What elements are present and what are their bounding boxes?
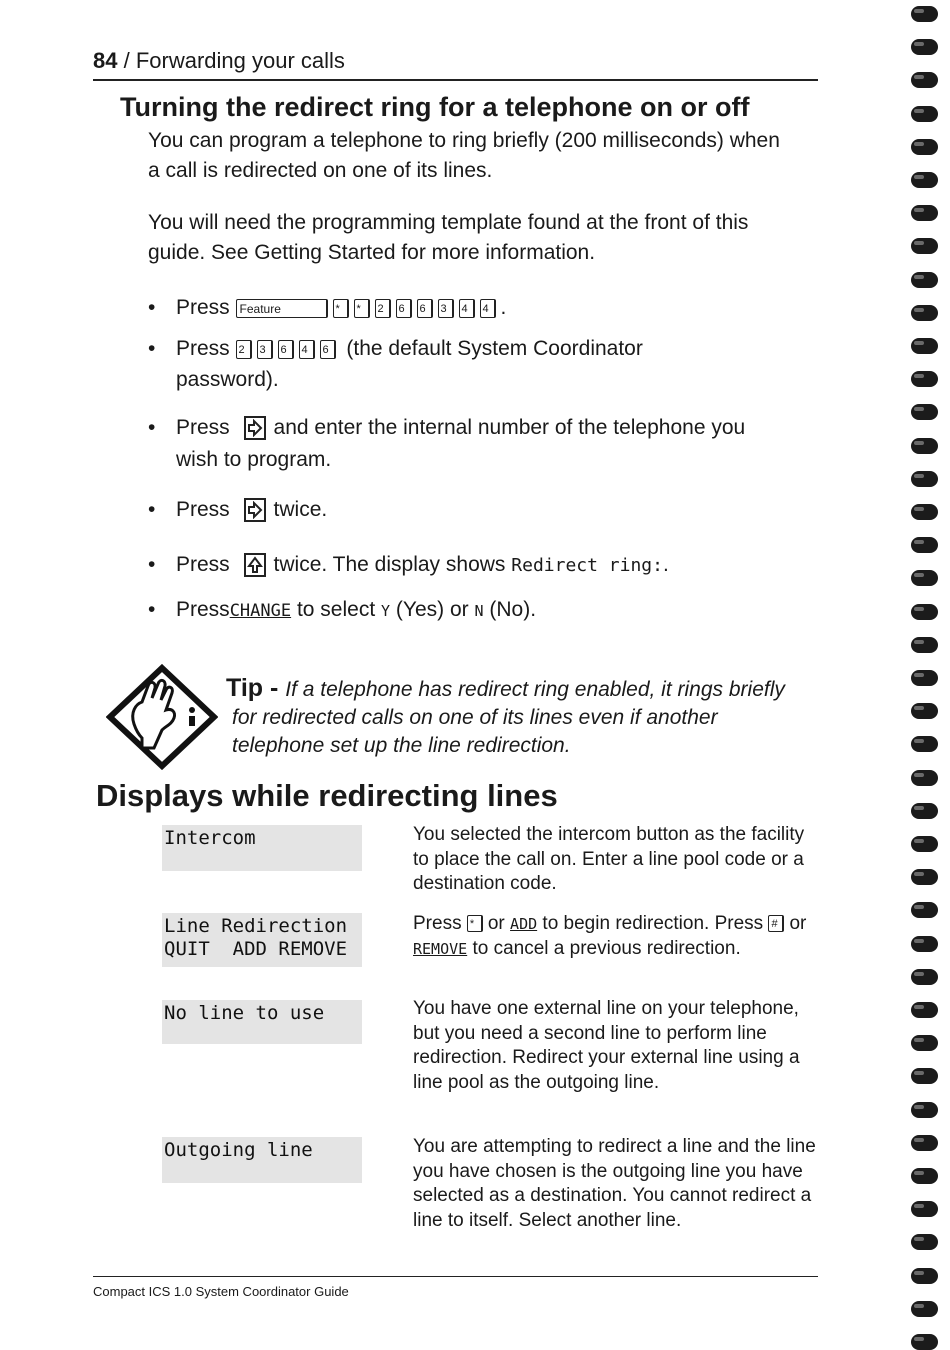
binding-ring	[911, 1268, 938, 1284]
binding-ring	[911, 338, 938, 354]
key-6: 6	[320, 340, 336, 359]
key-star: *	[467, 915, 483, 932]
step-5-end: .	[662, 553, 669, 576]
template-line-1: You will need the programming template found at the front of this	[148, 211, 749, 234]
binding-ring	[911, 869, 938, 885]
binding-ring	[911, 272, 938, 288]
desc-text: to cancel a previous redirection.	[472, 937, 741, 959]
binding-ring	[911, 936, 938, 952]
lcd-display: No line to use	[162, 1000, 362, 1044]
bullet: •	[148, 296, 156, 319]
add-display-button: ADD	[510, 915, 538, 933]
tip-label-text: Tip -	[226, 674, 279, 702]
step-2-continuation: password).	[176, 368, 279, 391]
press-label: Press	[176, 553, 230, 576]
key-2: 2	[375, 299, 391, 318]
step-3-continuation: wish to program.	[176, 448, 332, 471]
step-5-text: twice. The display shows	[273, 553, 506, 576]
footer-rule	[93, 1276, 818, 1277]
press-label: Press	[176, 416, 230, 439]
binding-ring	[911, 604, 938, 620]
display-description	[413, 912, 818, 961]
template-line-2: guide. See Getting Started for more information.	[148, 241, 596, 264]
binding-ring	[911, 438, 938, 454]
binding-ring	[911, 969, 938, 985]
binding-ring	[911, 703, 938, 719]
tip-line-3: telephone set up the line redirection.	[232, 734, 571, 757]
binding-ring	[911, 1168, 938, 1184]
binding-ring	[911, 205, 938, 221]
binding-ring	[911, 371, 938, 387]
desc-text: or	[789, 913, 807, 934]
key-4: 4	[299, 340, 315, 359]
header-separator: /	[117, 48, 136, 73]
section-title: Turning the redirect ring for a telephone on or off	[120, 92, 750, 122]
step-6	[148, 594, 536, 627]
footer-text: Compact ICS 1.0 System Coordinator Guide	[93, 1284, 349, 1299]
binding-ring	[911, 570, 938, 586]
binding-ring	[911, 803, 938, 819]
binding-ring	[911, 770, 938, 786]
up-arrow-icon	[244, 553, 266, 577]
binding-ring	[911, 1002, 938, 1018]
remove-display-button: REMOVE	[413, 939, 468, 958]
binding-ring	[911, 305, 938, 321]
running-header	[93, 48, 345, 74]
binding-ring	[911, 637, 938, 653]
tip-line-1: If a telephone has redirect ring enabled, it rings briefly	[285, 678, 785, 701]
key-4: 4	[480, 299, 496, 318]
binding-ring	[911, 1201, 938, 1217]
key-6: 6	[278, 340, 294, 359]
lcd-display: Line Redirection QUIT ADD REMOVE	[162, 913, 362, 967]
template-paragraph	[148, 208, 748, 268]
page-number: 84	[93, 48, 118, 73]
binding-ring	[911, 471, 938, 487]
key-3: 3	[438, 299, 454, 318]
bullet: •	[148, 598, 156, 621]
lcd-display: Outgoing line	[162, 1137, 362, 1183]
binding-ring	[911, 670, 938, 686]
step-6-text-c: (No).	[489, 598, 537, 621]
step-5	[148, 549, 669, 581]
desc-text: to begin redirection. Press	[542, 913, 764, 934]
step-1	[148, 292, 506, 323]
binding-ring	[911, 1035, 938, 1051]
binding-ring	[911, 106, 938, 122]
press-label: Press	[176, 598, 230, 621]
key-star: *	[354, 299, 370, 318]
binding-ring	[911, 902, 938, 918]
binding-ring	[911, 504, 938, 520]
intro-line-2: a call is redirected on one of its lines.	[148, 159, 493, 182]
step-6-text-a: to select	[296, 598, 376, 621]
no-option: N	[474, 602, 484, 620]
desc-text: or	[487, 913, 505, 934]
binding-ring	[911, 6, 938, 22]
binding-ring	[911, 238, 938, 254]
binding-ring	[911, 1068, 938, 1084]
desc-text: Press	[413, 913, 462, 934]
display-description: You are attempting to redirect a line and the line you have chosen is the outgoing line you have selected as a destination. You cannot redirect a line to itself. Select another line.	[413, 1136, 816, 1231]
binding-ring	[911, 39, 938, 55]
chapter-title: Forwarding your calls	[135, 48, 345, 73]
binding-ring	[911, 537, 938, 553]
display-description: You have one external line on your telephone, but you need a second line to perform line redirection. Redirect your external line using a line pool as the outgoing line.	[413, 998, 800, 1093]
tip-hand-diamond-icon	[106, 664, 218, 770]
step-4	[148, 494, 327, 525]
key-star: *	[333, 299, 349, 318]
binding-ring	[911, 1334, 938, 1350]
binding-ring	[911, 1301, 938, 1317]
step-2-text: (the default System Coordinator	[346, 337, 643, 360]
binding-ring	[911, 72, 938, 88]
yes-option: Y	[381, 602, 391, 620]
key-6: 6	[417, 299, 433, 318]
step-3-text: and enter the internal number of the telephone you	[273, 416, 746, 439]
key-4: 4	[459, 299, 475, 318]
binding-ring	[911, 172, 938, 188]
bullet: •	[148, 498, 156, 521]
binding-ring	[911, 1135, 938, 1151]
next-arrow-icon	[244, 498, 266, 522]
key-6: 6	[396, 299, 412, 318]
binding-ring	[911, 139, 938, 155]
binding-ring	[911, 736, 938, 752]
step-1-end: .	[500, 296, 507, 319]
binding-ring	[911, 836, 938, 852]
key-2: 2	[236, 340, 252, 359]
change-display-button: CHANGE	[229, 601, 292, 621]
tip-label	[226, 674, 785, 703]
lcd-display: Intercom	[162, 825, 362, 871]
display-description: You selected the intercom button as the facility to place the call on. Enter a line pool code or a destination code.	[413, 824, 805, 894]
feature-key: Feature	[236, 299, 328, 318]
displays-heading: Displays while redirecting lines	[96, 778, 558, 813]
intro-line-1: You can program a telephone to ring briefly (200 milliseconds) when	[148, 129, 780, 152]
header-rule	[93, 79, 818, 81]
bullet: •	[148, 337, 156, 360]
step-2	[148, 333, 643, 364]
binding-ring	[911, 1234, 938, 1250]
tip-line-2: for redirected calls on one of its lines even if another	[232, 706, 718, 729]
press-label: Press	[176, 296, 230, 319]
binding-ring	[911, 404, 938, 420]
binding-ring	[911, 1102, 938, 1118]
bullet: •	[148, 416, 156, 439]
step-3	[148, 412, 745, 443]
step-4-text: twice.	[273, 498, 328, 521]
bullet: •	[148, 553, 156, 576]
press-label: Press	[176, 498, 230, 521]
key-3: 3	[257, 340, 273, 359]
intro-paragraph	[148, 126, 780, 186]
next-arrow-icon	[244, 416, 266, 440]
display-redirect-ring: Redirect ring:	[511, 555, 663, 576]
press-label: Press	[176, 337, 230, 360]
step-6-text-b: (Yes) or	[395, 598, 469, 621]
key-hash: #	[768, 915, 784, 932]
